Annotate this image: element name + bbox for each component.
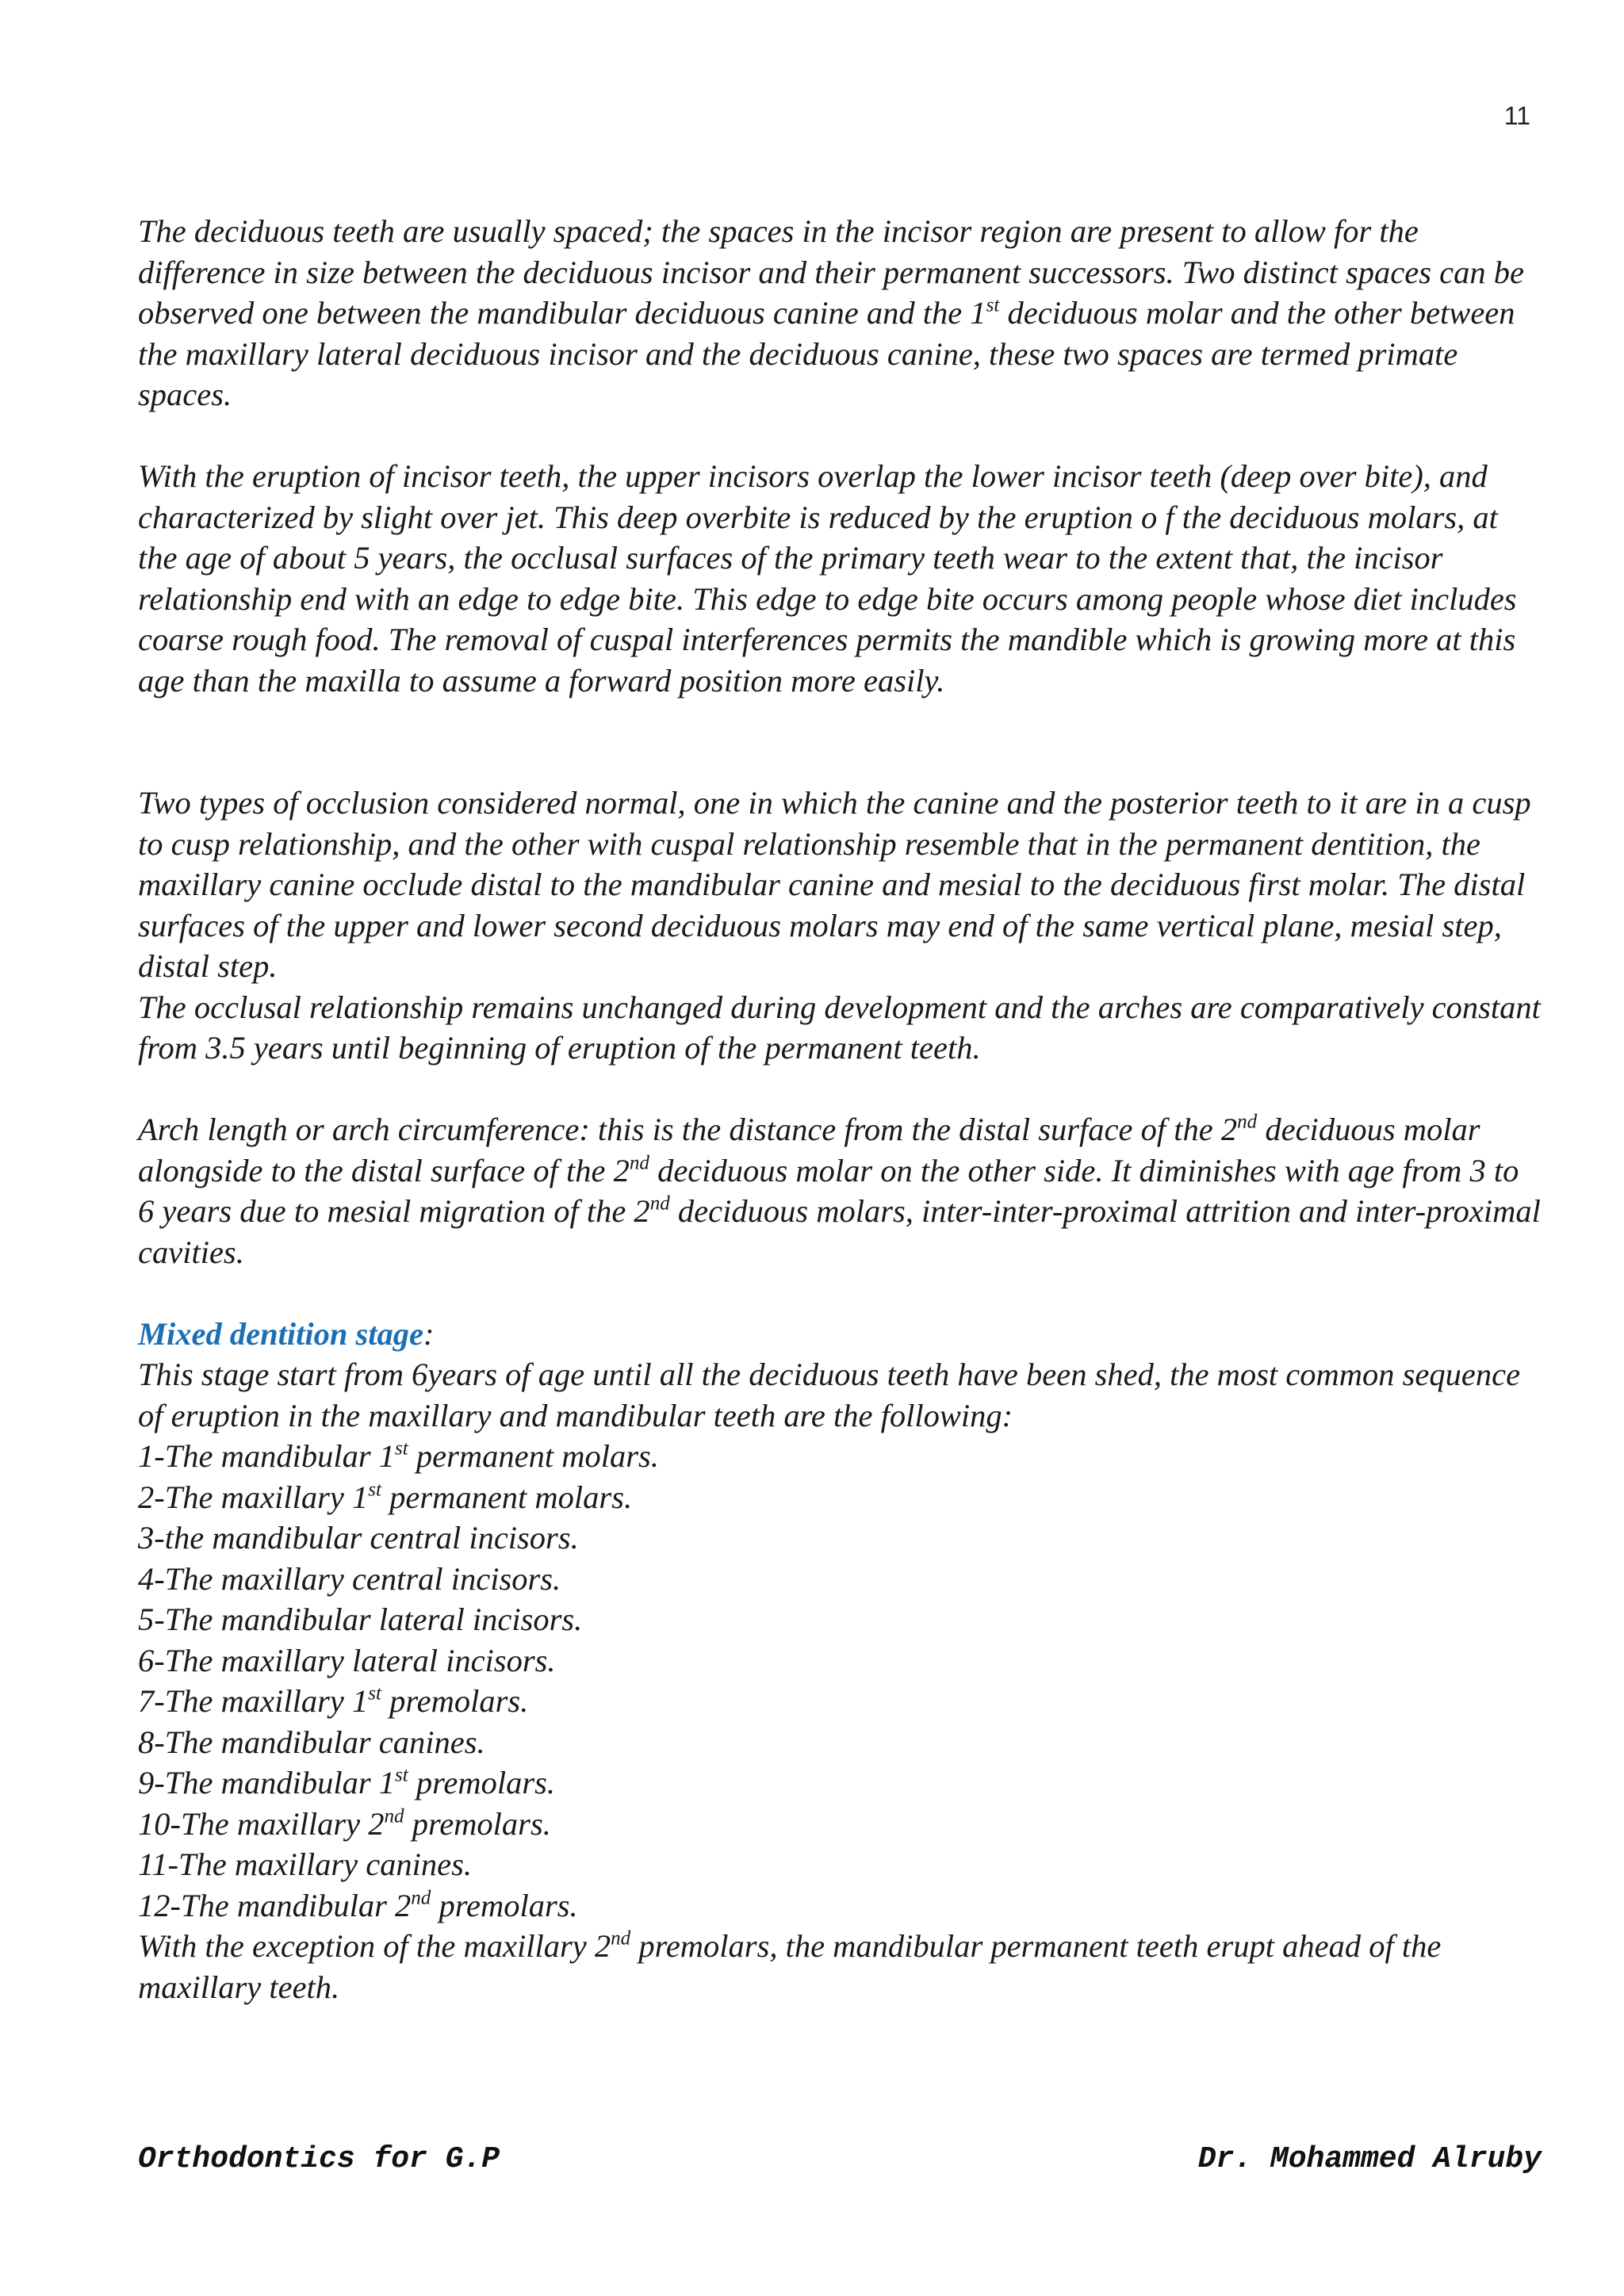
paragraph-arch-length: Arch length or arch circumference: this is the distance from the distal surface of the 2nd deciduous molar alongside to the distal surface of the 2nd deciduous molar on the other side. It diminishes with age from 3 to 6 years due to mesial migration of the 2nd deciduous molars, inter-inter-proximal attrition and inter-proximal cavities. [138, 1111, 1541, 1270]
paragraph-occlusion-types: Two types of occlusion considered normal, one in which the canine and the posterior teeth to it are in a cusp to cusp relationship, and the other with cuspal relationship resemble that in the permanent dentition, the maxillary canine occlude distal to the mandibular canine and mesial to the deciduous first molar. The distal surfaces of the upper and lower second deciduous molars may end of the same vertical plane, mesial step, distal step. [138, 785, 1531, 984]
paragraph-primate-spaces: The deciduous teeth are usually spaced; the spaces in the incisor region are present to allow for the difference in size between the deciduous incisor and their permanent successors. Two distinct spaces can be observed one between the mandibular deciduous canine and the 1st deciduous molar and the other between the maxillary lateral deciduous incisor and the deciduous canine, these two spaces are termed primate spaces. [138, 213, 1524, 412]
footer-author: Dr. Mohammed Alruby [1197, 2142, 1542, 2176]
list-item: 9-The mandibular 1st premolars. [138, 1764, 556, 1800]
list-item: 3-the mandibular central incisors. [138, 1520, 579, 1556]
footer-book-title: Orthodontics for G.P [138, 2142, 500, 2176]
page-footer [138, 2142, 1542, 2176]
list-item: 5-The mandibular lateral incisors. [138, 1601, 583, 1637]
list-item: 1-The mandibular 1st permanent molars. [138, 1437, 659, 1474]
list-item: 6-The maxillary lateral incisors. [138, 1642, 556, 1678]
paragraph-closing: With the exception of the maxillary 2nd premolars, the mandibular permanent teeth erupt ahead of the maxillary teeth. [138, 1927, 1442, 2005]
list-item: 2-The maxillary 1st permanent molars. [138, 1478, 633, 1515]
page-number: 11 [1503, 101, 1530, 130]
eruption-sequence-list [138, 1436, 1542, 1926]
list-item: 11-The maxillary canines. [138, 1846, 473, 1882]
paragraph-incisor-eruption: With the eruption of incisor teeth, the upper incisors overlap the lower incisor teeth (deep over bite), and characterized by slight over jet. This deep overbite is reduced by the eruption o f the deciduous molars, at the age of about 5 years, the occlusal surfaces of the primary teeth wear to the extent that, the incisor relationship end with an edge to edge bite. This edge to edge bite occurs among people whose diet includes coarse rough food. The removal of cuspal interferences permits the mandible which is growing more at this age than the maxilla to assume a forward position more easily. [138, 458, 1517, 698]
list-item: 7-The maxillary 1st premolars. [138, 1682, 529, 1719]
list-item: 4-The maxillary central incisors. [138, 1560, 561, 1597]
mixed-dentition-intro: This stage start from 6years of age until all the deciduous teeth have been shed, the most common sequence of eruption in the maxillary and mandibular teeth are the following: [138, 1357, 1521, 1433]
list-item: 10-The maxillary 2nd premolars. [138, 1804, 551, 1842]
paragraph-occlusal-relationship: The occlusal relationship remains unchanged during development and the arches are comparatively constant from 3.5 years until beginning of eruption of the permanent teeth. [138, 989, 1541, 1066]
list-item: 8-The mandibular canines. [138, 1724, 485, 1760]
section-heading-mixed-dentition: Mixed dentition stage: [138, 1315, 435, 1352]
mixed-dentition-heading: Mixed dentition stage [138, 1315, 424, 1352]
document-body [138, 211, 1542, 2007]
list-item: 12-The mandibular 2nd premolars. [138, 1886, 578, 1923]
